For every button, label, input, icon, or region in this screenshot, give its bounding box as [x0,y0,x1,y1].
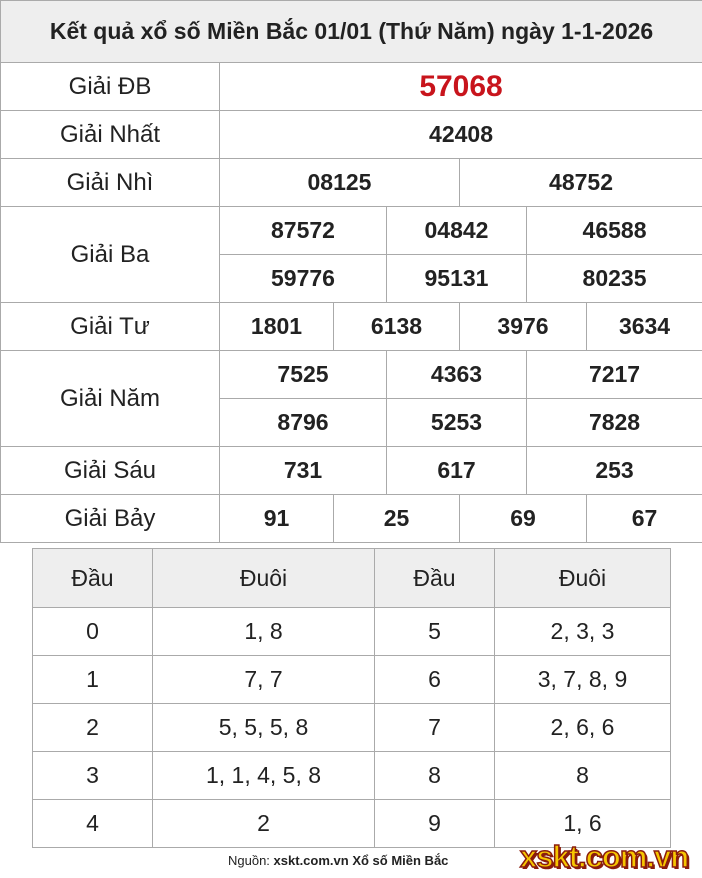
loto-duoi: 1, 1, 4, 5, 8 [153,752,375,800]
loto-header-dau: Đầu [375,549,495,608]
loto-header-duoi: Đuôi [495,549,671,608]
third-prize-number: 95131 [387,255,527,303]
second-prize-number: 08125 [220,159,460,207]
loto-dau: 7 [375,704,495,752]
second-prize-number: 48752 [460,159,702,207]
prize-label-nhi: Giải Nhì [1,159,220,207]
fourth-prize-number: 6138 [334,303,460,351]
loto-header-row [33,549,671,608]
prize-label-ba: Giải Ba [1,207,220,303]
seventh-prize-number: 67 [587,495,702,543]
seventh-prize-number: 25 [334,495,460,543]
fifth-prize-number: 4363 [387,351,527,399]
third-prize-number: 80235 [527,255,702,303]
loto-dau: 4 [33,800,153,848]
fifth-prize-number: 8796 [220,399,387,447]
prize-label-db: Giải ĐB [1,63,220,111]
sixth-prize-number: 731 [220,447,387,495]
prize-label-sau: Giải Sáu [1,447,220,495]
loto-duoi: 3, 7, 8, 9 [495,656,671,704]
fourth-prize-number: 3634 [587,303,702,351]
loto-dau: 8 [375,752,495,800]
loto-duoi: 7, 7 [153,656,375,704]
loto-header-duoi: Đuôi [153,549,375,608]
source-site-link[interactable]: xskt.com.vn [273,853,349,868]
fifth-prize-number: 7525 [220,351,387,399]
loto-duoi: 2 [153,800,375,848]
seventh-prize-number: 69 [460,495,587,543]
loto-header-dau: Đầu [33,549,153,608]
fifth-prize-number: 7828 [527,399,702,447]
third-prize-number: 04842 [387,207,527,255]
loto-dau: 1 [33,656,153,704]
sixth-prize-number: 617 [387,447,527,495]
loto-duoi: 8 [495,752,671,800]
sixth-prize-number: 253 [527,447,702,495]
fifth-prize-number: 7217 [527,351,702,399]
loto-row [33,608,671,656]
third-prize-number: 87572 [220,207,387,255]
prize-label-tu: Giải Tư [1,303,220,351]
prize-label-bay: Giải Bảy [1,495,220,543]
seventh-prize-number: 91 [220,495,334,543]
third-prize-number: 46588 [527,207,702,255]
loto-dau: 6 [375,656,495,704]
source-prefix: Nguồn: [228,853,270,868]
loto-dau: 0 [33,608,153,656]
loto-dau: 2 [33,704,153,752]
loto-dau: 3 [33,752,153,800]
special-prize-number: 57068 [220,63,702,111]
loto-duoi: 2, 6, 6 [495,704,671,752]
fourth-prize-number: 3976 [460,303,587,351]
page-title: Kết quả xổ số Miền Bắc 01/01 (Thứ Năm) ngày 1-1-2026 [1,1,702,63]
third-prize-number: 59776 [220,255,387,303]
fourth-prize-number: 1801 [220,303,334,351]
source-credit [228,853,448,868]
loto-duoi: 5, 5, 5, 8 [153,704,375,752]
loto-row [33,704,671,752]
prize-label-nhat: Giải Nhất [1,111,220,159]
loto-row [33,656,671,704]
brand-logo: xskt.com.vn [520,839,689,874]
loto-dau: 9 [375,800,495,848]
loto-dau: 5 [375,608,495,656]
loto-duoi: 1, 6 [495,800,671,848]
source-name: Xổ số Miền Bắc [352,853,449,868]
loto-duoi: 2, 3, 3 [495,608,671,656]
loto-table [32,548,671,848]
loto-row [33,752,671,800]
fifth-prize-number: 5253 [387,399,527,447]
first-prize-number: 42408 [220,111,702,159]
prize-label-nam: Giải Năm [1,351,220,447]
loto-duoi: 1, 8 [153,608,375,656]
